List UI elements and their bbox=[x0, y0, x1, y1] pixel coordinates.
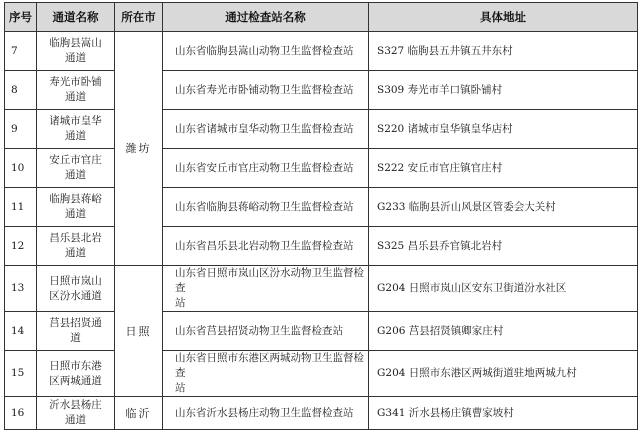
row-num: 14 bbox=[5, 312, 37, 351]
station-name: 山东省昌乐县北岩动物卫生监督检查站 bbox=[163, 227, 369, 266]
header-city: 所在市 bbox=[115, 3, 163, 32]
row-num: 12 bbox=[5, 227, 37, 266]
row-num: 9 bbox=[5, 110, 37, 149]
table-row bbox=[5, 397, 638, 430]
row-num: 15 bbox=[5, 351, 37, 397]
channel-name: 沂水县杨庄 通道 bbox=[37, 397, 115, 430]
row-num: 7 bbox=[5, 32, 37, 71]
table-row bbox=[5, 32, 638, 71]
station-name: 山东省临朐县蒋峪动物卫生监督检查站 bbox=[163, 188, 369, 227]
station-name: 山东省诸城市皇华动物卫生监督检查站 bbox=[163, 110, 369, 149]
row-num: 16 bbox=[5, 397, 37, 430]
station-name: 山东省日照市岚山区汾水动物卫生监督检查 站 bbox=[163, 266, 369, 312]
table-row bbox=[5, 266, 638, 312]
table-row bbox=[5, 71, 638, 110]
header-address: 具体地址 bbox=[369, 3, 638, 32]
channel-name: 日照市岚山 区汾水通道 bbox=[37, 266, 115, 312]
station-name: 山东省临朐县嵩山动物卫生监督检查站 bbox=[163, 32, 369, 71]
address: S222 安丘市官庄镇官庄村 bbox=[369, 149, 638, 188]
station-name: 山东省安丘市官庄动物卫生监督检查站 bbox=[163, 149, 369, 188]
table-row bbox=[5, 149, 638, 188]
station-name: 山东省沂水县杨庄动物卫生监督检查站 bbox=[163, 397, 369, 430]
address: G204 日照市东港区两城街道驻地两城九村 bbox=[369, 351, 638, 397]
channel-name: 莒县招贤通 道 bbox=[37, 312, 115, 351]
table-row bbox=[5, 188, 638, 227]
station-name: 山东省莒县招贤动物卫生监督检查站 bbox=[163, 312, 369, 351]
channel-name: 寿光市卧铺 通道 bbox=[37, 71, 115, 110]
row-num: 10 bbox=[5, 149, 37, 188]
channel-name: 诸城市皇华 通道 bbox=[37, 110, 115, 149]
channel-name: 昌乐县北岩 通道 bbox=[37, 227, 115, 266]
address: G204 日照市岚山区安东卫街道汾水社区 bbox=[369, 266, 638, 312]
station-name: 山东省寿光市卧铺动物卫生监督检查站 bbox=[163, 71, 369, 110]
channel-name: 安丘市官庄 通道 bbox=[37, 149, 115, 188]
address: G233 临朐县沂山风景区管委会大关村 bbox=[369, 188, 638, 227]
header-channel: 通道名称 bbox=[37, 3, 115, 32]
address: S220 诸城市皇华镇皇华店村 bbox=[369, 110, 638, 149]
channel-name: 临朐县蒋峪 通道 bbox=[37, 188, 115, 227]
address: G341 沂水县杨庄镇曹家坡村 bbox=[369, 397, 638, 430]
row-num: 8 bbox=[5, 71, 37, 110]
address: S327 临朐县五井镇五井东村 bbox=[369, 32, 638, 71]
channel-name: 日照市东港 区两城通道 bbox=[37, 351, 115, 397]
city-cell: 潍坊 bbox=[115, 32, 163, 266]
city-cell: 临沂 bbox=[115, 397, 163, 430]
row-num: 13 bbox=[5, 266, 37, 312]
table-row bbox=[5, 351, 638, 397]
channel-name: 临朐县嵩山 通道 bbox=[37, 32, 115, 71]
address: G206 莒县招贤镇卿家庄村 bbox=[369, 312, 638, 351]
table-row bbox=[5, 227, 638, 266]
address: S309 寿光市羊口镇卧铺村 bbox=[369, 71, 638, 110]
header-num: 序号 bbox=[5, 3, 37, 32]
header-station: 通过检查站名称 bbox=[163, 3, 369, 32]
address: S325 昌乐县乔官镇北岩村 bbox=[369, 227, 638, 266]
header-row bbox=[5, 3, 638, 32]
station-name: 山东省日照市东港区两城动物卫生监督检查 站 bbox=[163, 351, 369, 397]
city-cell: 日照 bbox=[115, 266, 163, 397]
checkpoint-table bbox=[4, 2, 638, 430]
row-num: 11 bbox=[5, 188, 37, 227]
table-row bbox=[5, 312, 638, 351]
table-row bbox=[5, 110, 638, 149]
